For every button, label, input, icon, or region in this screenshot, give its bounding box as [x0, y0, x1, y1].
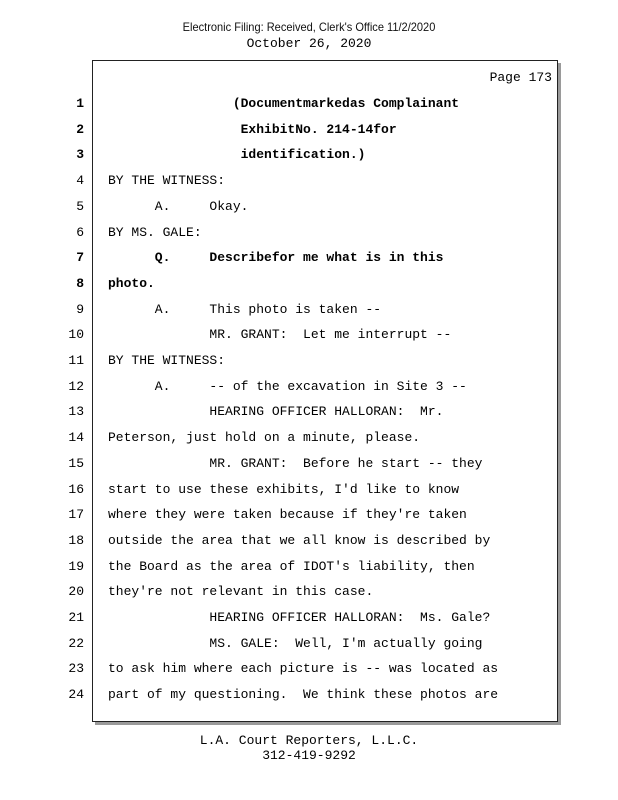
- line-number: 3: [76, 147, 84, 163]
- line-number: 1: [76, 96, 84, 111]
- line-number: 17: [68, 507, 84, 523]
- transcript-line: [0, 430, 618, 448]
- transcript-line: [0, 96, 618, 114]
- line-number: 10: [68, 327, 84, 343]
- line-text: A. This photo is taken --: [108, 301, 382, 317]
- transcript-line: [0, 147, 618, 165]
- transcript-line: [0, 533, 618, 551]
- transcript-line: [0, 584, 618, 602]
- line-number: 12: [68, 378, 84, 394]
- line-text: the Board as the area of IDOT's liability, then: [108, 558, 475, 574]
- line-number: 2: [76, 121, 84, 137]
- line-text: HEARING OFFICER HALLORAN: Mr.: [108, 404, 444, 420]
- transcript-line: [0, 482, 618, 500]
- transcript-line: [0, 507, 618, 525]
- transcript-line: [0, 661, 618, 679]
- line-text: BY THE WITNESS:: [108, 353, 226, 368]
- line-number: 9: [76, 301, 84, 317]
- line-text: MS. GALE: Well, I'm actually going: [108, 635, 483, 651]
- transcript-line: [0, 122, 618, 140]
- line-number: 21: [68, 610, 84, 625]
- transcript-line: [0, 173, 618, 191]
- transcript-line: [0, 687, 618, 705]
- line-number: 8: [76, 275, 84, 291]
- line-text: A. -- of the excavation in Site 3 --: [108, 378, 467, 394]
- line-text: where they were taken because if they're taken: [108, 507, 467, 523]
- line-text: BY THE WITNESS:: [108, 173, 226, 189]
- reporter-phone: 312-419-9292: [262, 748, 356, 763]
- line-text: Peterson, just hold on a minute, please.: [108, 430, 421, 446]
- line-text: photo.: [108, 275, 155, 291]
- line-number: 20: [68, 584, 84, 600]
- transcript-line: [0, 636, 618, 654]
- line-number: 22: [68, 635, 84, 651]
- line-text: start to use these exhibits, I'd like to know: [108, 481, 460, 497]
- line-text: identification.): [108, 147, 366, 163]
- transcript-line: [0, 327, 618, 345]
- line-text: they're not relevant in this case.: [108, 584, 374, 600]
- line-number: 13: [68, 404, 84, 420]
- transcript-line: [0, 276, 618, 294]
- line-number: 15: [68, 455, 84, 471]
- transcript-line: [0, 353, 618, 371]
- line-text: (Documentmarkedas Complainant: [108, 96, 460, 111]
- line-text: BY MS. GALE:: [108, 224, 202, 240]
- line-text: part of my questioning. We think these photos are: [108, 687, 499, 703]
- transcript-date: October 26, 2020: [246, 36, 372, 51]
- line-number: 5: [76, 198, 84, 214]
- line-number: 18: [68, 532, 84, 548]
- transcript-line: [0, 404, 618, 422]
- transcript-line: [0, 456, 618, 474]
- line-text: outside the area that we all know is described by: [108, 532, 491, 548]
- transcript-line: [0, 199, 618, 217]
- filing-stamp: Electronic Filing: Received, Clerk's Office 11/2/2020: [182, 20, 436, 34]
- line-number: 6: [76, 224, 84, 240]
- line-text: MR. GRANT: Before he start -- they: [108, 455, 483, 471]
- line-text: to ask him where each picture is -- was located as: [108, 661, 499, 677]
- transcript-line: [0, 225, 618, 243]
- line-number: 4: [76, 173, 84, 189]
- line-number: 16: [68, 481, 84, 497]
- transcript-line: [0, 559, 618, 577]
- line-text: Q. Describefor me what is in this: [108, 250, 444, 266]
- line-number: 7: [76, 250, 84, 266]
- line-number: 11: [68, 353, 84, 368]
- transcript-line: [0, 250, 618, 268]
- line-number: 14: [68, 430, 84, 446]
- line-text: ExhibitNo. 214-14for: [108, 121, 397, 137]
- transcript-line: [0, 610, 618, 628]
- line-number: 24: [68, 687, 84, 703]
- line-text: A. Okay.: [108, 198, 249, 214]
- line-number: 19: [68, 558, 84, 574]
- reporter-company: L.A. Court Reporters, L.L.C.: [199, 733, 419, 748]
- line-number: 23: [68, 661, 84, 677]
- transcript-line: [0, 379, 618, 397]
- line-text: HEARING OFFICER HALLORAN: Ms. Gale?: [108, 610, 491, 625]
- line-text: MR. GRANT: Let me interrupt --: [108, 327, 452, 343]
- page-number-label: Page 173: [489, 70, 552, 85]
- transcript-line: [0, 302, 618, 320]
